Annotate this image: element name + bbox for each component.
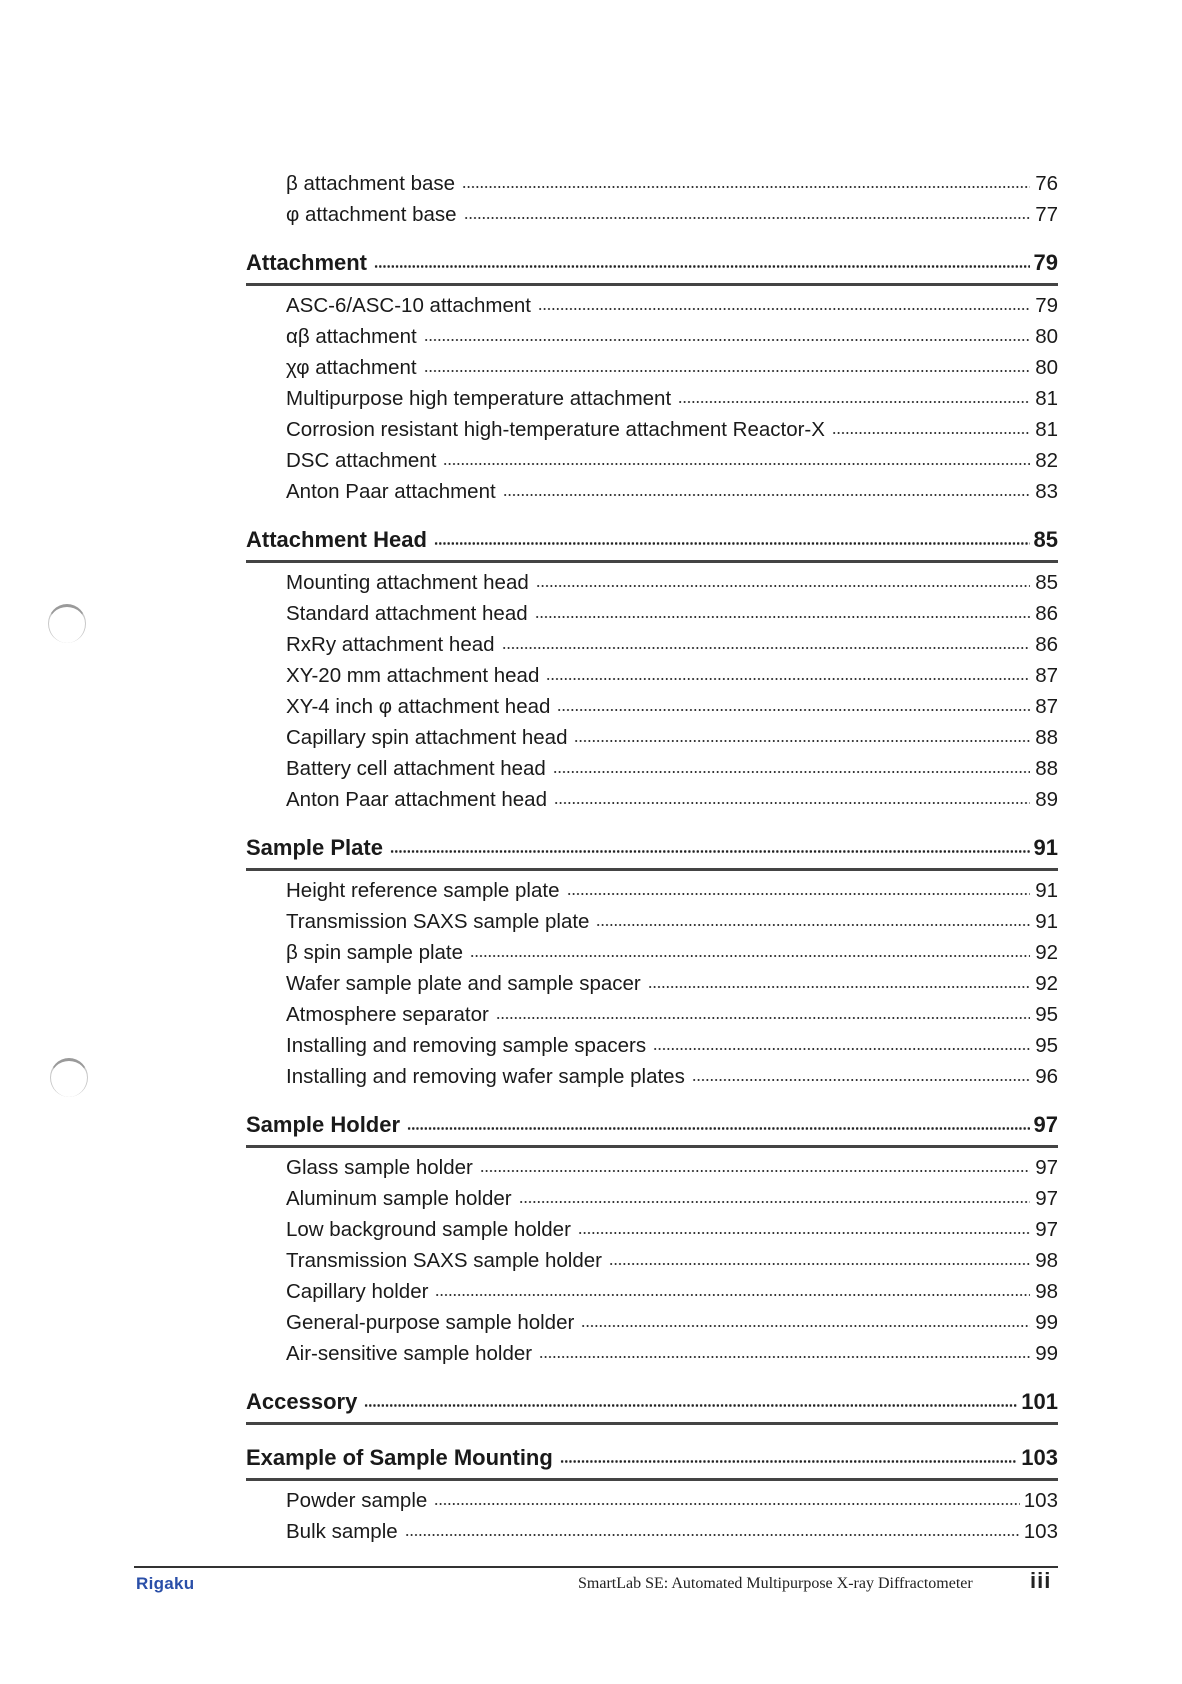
toc-entry-title: Glass sample holder — [286, 1156, 473, 1179]
toc-entry[interactable] — [246, 1307, 1058, 1338]
toc-section[interactable] — [246, 1384, 1058, 1425]
toc-entry[interactable] — [246, 1516, 1058, 1547]
toc-entry-title: Multipurpose high temperature attachment — [286, 387, 672, 410]
toc-entry[interactable] — [246, 290, 1058, 321]
table-of-contents — [246, 168, 1058, 1547]
toc-entry[interactable] — [246, 784, 1058, 815]
dot-leader — [609, 1263, 1030, 1265]
dot-leader — [832, 432, 1030, 434]
toc-entry-page: 89 — [1035, 788, 1058, 811]
toc-section[interactable] — [246, 1107, 1058, 1148]
toc-entry[interactable] — [246, 445, 1058, 476]
toc-entry-page: 103 — [1023, 1520, 1058, 1543]
page-number: iii — [1030, 1568, 1052, 1593]
toc-entry-title: Low background sample holder — [286, 1218, 571, 1241]
toc-entry-title: General-purpose sample holder — [286, 1311, 575, 1334]
toc-entry-page: 95 — [1035, 1003, 1058, 1026]
toc-entry-page: 103 — [1023, 1489, 1058, 1512]
dot-leader — [653, 1048, 1030, 1050]
toc-entry-page: 95 — [1035, 1034, 1058, 1057]
toc-entry-title: XY-20 mm attachment head — [286, 664, 540, 687]
toc-entry-title: β spin sample plate — [286, 941, 464, 964]
punch-hole-bottom — [50, 1058, 88, 1097]
toc-entry-page: 88 — [1035, 726, 1058, 749]
rigaku-logo: Rigaku — [136, 1574, 195, 1593]
toc-section-title: Sample Plate — [246, 835, 383, 860]
toc-entry-page: 97 — [1035, 1218, 1058, 1241]
toc-entry-page: 98 — [1035, 1280, 1058, 1303]
toc-entry-title: Powder sample — [286, 1489, 428, 1512]
toc-entry-title: Installing and removing wafer sample plates — [286, 1065, 685, 1088]
toc-entry-title: Installing and removing sample spacers — [286, 1034, 647, 1057]
dot-leader — [462, 186, 1030, 188]
toc-entry-page: 87 — [1035, 664, 1058, 687]
toc-section[interactable] — [246, 522, 1058, 563]
dot-leader — [539, 1356, 1030, 1358]
dot-leader — [578, 1232, 1030, 1234]
toc-section-title: Accessory — [246, 1389, 358, 1414]
toc-entry[interactable] — [246, 383, 1058, 414]
punch-hole-top — [48, 604, 86, 643]
toc-entry-title: χφ attachment — [286, 356, 417, 379]
toc-entry-title: Air-sensitive sample holder — [286, 1342, 533, 1365]
toc-entry-page: 88 — [1035, 757, 1058, 780]
toc-entry[interactable] — [246, 660, 1058, 691]
toc-entry-title: Anton Paar attachment head — [286, 788, 547, 811]
dot-leader — [470, 955, 1030, 957]
toc-entry-title: ASC-6/ASC-10 attachment — [286, 294, 531, 317]
dot-leader — [374, 265, 1030, 268]
dot-leader — [405, 1534, 1020, 1536]
toc-entry-title: β attachment base — [286, 172, 456, 195]
dot-leader — [535, 616, 1030, 618]
dot-leader — [407, 1127, 1029, 1130]
toc-entry-page: 79 — [1035, 294, 1058, 317]
toc-entry-page: 98 — [1035, 1249, 1058, 1272]
toc-entry-page: 77 — [1035, 203, 1058, 226]
toc-entry[interactable] — [246, 567, 1058, 598]
toc-entry-page: 82 — [1035, 449, 1058, 472]
toc-entry-page: 91 — [1035, 910, 1058, 933]
toc-entry[interactable] — [246, 1061, 1058, 1092]
toc-entry[interactable] — [246, 968, 1058, 999]
toc-entry-page: 99 — [1035, 1342, 1058, 1365]
toc-entry-page: 81 — [1035, 418, 1058, 441]
toc-section[interactable] — [246, 245, 1058, 286]
toc-entry[interactable] — [246, 1183, 1058, 1214]
toc-section-title: Attachment — [246, 250, 368, 275]
toc-entry[interactable] — [246, 999, 1058, 1030]
dot-leader — [435, 1294, 1030, 1296]
toc-entry[interactable] — [246, 1276, 1058, 1307]
toc-entry-title: Standard attachment head — [286, 602, 528, 625]
toc-entry-page: 80 — [1035, 356, 1058, 379]
dot-leader — [557, 709, 1030, 711]
dot-leader — [560, 1460, 1017, 1463]
dot-leader — [434, 542, 1030, 545]
toc-entry-page: 86 — [1035, 602, 1058, 625]
dot-leader — [519, 1201, 1030, 1203]
toc-entry[interactable] — [246, 906, 1058, 937]
toc-entry-title: Atmosphere separator — [286, 1003, 489, 1026]
toc-section[interactable] — [246, 830, 1058, 871]
toc-entry[interactable] — [246, 1338, 1058, 1369]
manual-title: SmartLab SE: Automated Multipurpose X-ray Diffractometer — [578, 1575, 973, 1592]
toc-section-page: 101 — [1021, 1389, 1058, 1414]
toc-entry[interactable] — [246, 1152, 1058, 1183]
toc-entry-title: Transmission SAXS sample plate — [286, 910, 590, 933]
toc-entry-page: 97 — [1035, 1156, 1058, 1179]
toc-entry-page: 91 — [1035, 879, 1058, 902]
toc-entry[interactable] — [246, 352, 1058, 383]
dot-leader — [554, 802, 1030, 804]
footer-rule — [134, 1566, 1058, 1568]
dot-leader — [553, 771, 1030, 773]
toc-section[interactable] — [246, 1440, 1058, 1481]
toc-entry[interactable] — [246, 414, 1058, 445]
toc-entry[interactable] — [246, 1485, 1058, 1516]
toc-entry-page: 86 — [1035, 633, 1058, 656]
toc-entry-page: 81 — [1035, 387, 1058, 410]
toc-entry[interactable] — [246, 476, 1058, 507]
dot-leader — [581, 1325, 1030, 1327]
toc-entry-page: 76 — [1035, 172, 1058, 195]
toc-entry-title: Transmission SAXS sample holder — [286, 1249, 602, 1272]
toc-entry-page: 92 — [1035, 972, 1058, 995]
toc-entry-title: Capillary spin attachment head — [286, 726, 568, 749]
toc-section-title: Sample Holder — [246, 1112, 401, 1137]
toc-section-page: 91 — [1033, 835, 1058, 860]
dot-leader — [546, 678, 1030, 680]
dot-leader — [503, 494, 1030, 496]
toc-entry-title: Bulk sample — [286, 1520, 398, 1543]
toc-section-page: 79 — [1033, 250, 1058, 275]
toc-entry-title: αβ attachment — [286, 325, 417, 348]
toc-section-title: Attachment Head — [246, 527, 427, 552]
toc-entry[interactable] — [246, 937, 1058, 968]
toc-entry-page: 80 — [1035, 325, 1058, 348]
toc-section-page: 85 — [1033, 527, 1058, 552]
toc-entry[interactable] — [246, 168, 1058, 199]
toc-entry[interactable] — [246, 875, 1058, 906]
toc-entry[interactable] — [246, 321, 1058, 352]
toc-section-title: Example of Sample Mounting — [246, 1445, 553, 1470]
toc-entry-title: Corrosion resistant high-temperature attachment Reactor-X — [286, 418, 825, 441]
dot-leader — [390, 850, 1030, 853]
toc-entry-page: 85 — [1035, 571, 1058, 594]
dot-leader — [480, 1170, 1030, 1172]
toc-entry-title: XY-4 inch φ attachment head — [286, 695, 551, 718]
dot-leader — [443, 463, 1030, 465]
dot-leader — [692, 1079, 1030, 1081]
toc-entry-page: 92 — [1035, 941, 1058, 964]
toc-entry-page: 96 — [1035, 1065, 1058, 1088]
toc-entry-title: Height reference sample plate — [286, 879, 560, 902]
toc-section-page: 103 — [1021, 1445, 1058, 1470]
toc-entry[interactable] — [246, 598, 1058, 629]
dot-leader — [424, 339, 1030, 341]
dot-leader — [464, 217, 1030, 219]
toc-entry-page: 83 — [1035, 480, 1058, 503]
toc-entry-page: 97 — [1035, 1187, 1058, 1210]
dot-leader — [648, 986, 1030, 988]
toc-entry-title: DSC attachment — [286, 449, 437, 472]
dot-leader — [596, 924, 1030, 926]
dot-leader — [424, 370, 1030, 372]
dot-leader — [434, 1503, 1019, 1505]
toc-entry[interactable] — [246, 199, 1058, 230]
dot-leader — [496, 1017, 1030, 1019]
toc-entry[interactable] — [246, 1245, 1058, 1276]
toc-entry-title: φ attachment base — [286, 203, 457, 226]
toc-entry-title: Capillary holder — [286, 1280, 429, 1303]
toc-section-page: 97 — [1033, 1112, 1058, 1137]
toc-entry[interactable] — [246, 753, 1058, 784]
toc-entry-title: Battery cell attachment head — [286, 757, 546, 780]
toc-entry[interactable] — [246, 722, 1058, 753]
toc-entry-page: 87 — [1035, 695, 1058, 718]
toc-entry-title: Mounting attachment head — [286, 571, 529, 594]
dot-leader — [678, 401, 1030, 403]
toc-entry-title: RxRy attachment head — [286, 633, 495, 656]
toc-entry-title: Wafer sample plate and sample spacer — [286, 972, 641, 995]
toc-entry[interactable] — [246, 691, 1058, 722]
toc-entry-title: Aluminum sample holder — [286, 1187, 512, 1210]
toc-entry[interactable] — [246, 1030, 1058, 1061]
dot-leader — [567, 893, 1031, 895]
dot-leader — [536, 585, 1030, 587]
toc-entry-page: 99 — [1035, 1311, 1058, 1334]
dot-leader — [538, 308, 1030, 310]
toc-entry[interactable] — [246, 1214, 1058, 1245]
dot-leader — [574, 740, 1030, 742]
toc-entry-title: Anton Paar attachment — [286, 480, 496, 503]
dot-leader — [502, 647, 1030, 649]
dot-leader — [364, 1404, 1017, 1407]
toc-entry[interactable] — [246, 629, 1058, 660]
